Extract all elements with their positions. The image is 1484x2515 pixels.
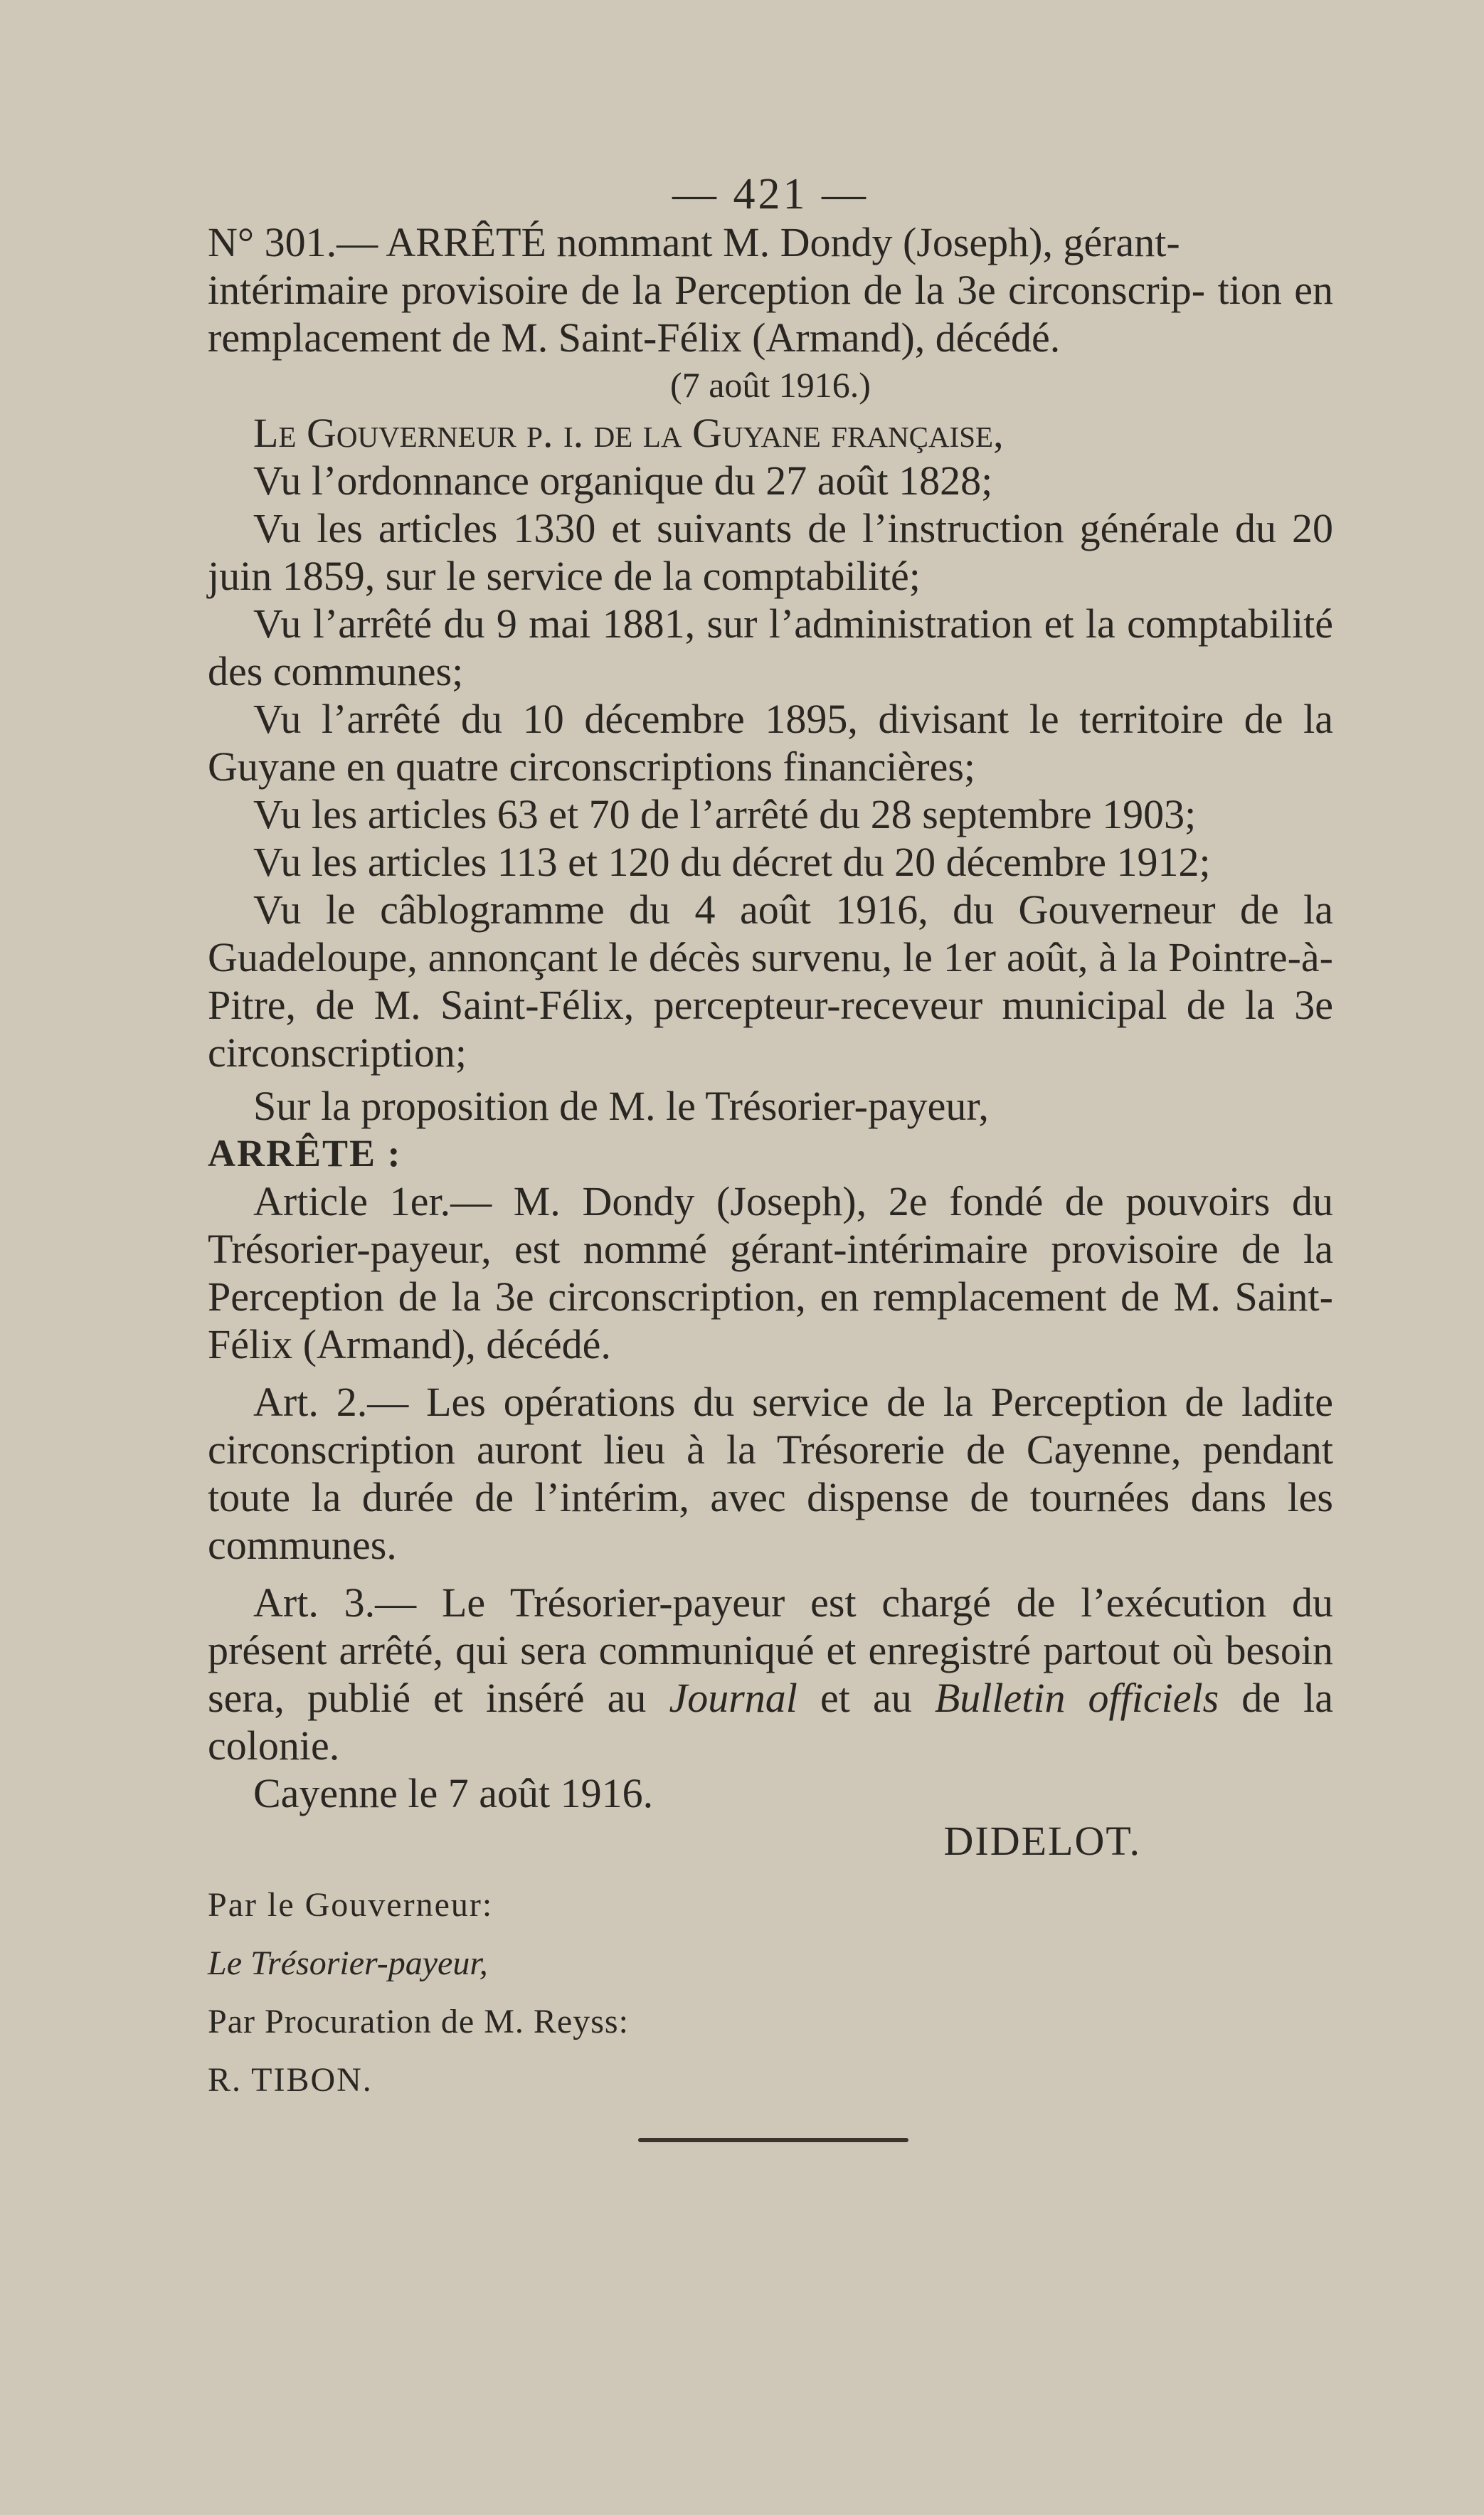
article-3 [208,1579,1333,1769]
vu-2: Vu les articles 1330 et suivants de l’instruction générale du 20 juin 1859, sur le service de la comptabilité; [208,505,1333,599]
place-date: Cayenne le 7 août 1916. [253,1770,654,1816]
document-body [208,171,1333,2142]
proposition-line: Sur la proposition de M. le Trésorier-payeur, [253,1083,989,1129]
vu-7: Vu le câblogramme du 4 août 1916, du Gouverneur de la Guadeloupe, annonçant le décès survenu, le 1er août, à la Pointre-à-Pitre, de M. Saint-Félix, percepteur-receveur municipal de la 3e circonscription; [208,886,1333,1076]
par-procuration: Par Procuration de M. Reyss: [208,2003,629,2040]
vu-6: Vu les articles 113 et 120 du décret du 20 décembre 1912; [253,839,1211,885]
decree-title-line-2: intérimaire provisoire de la Perception de la 3e circonscrip- [208,267,1206,313]
tresorier-payeur: Le Trésorier-payeur, [208,1944,488,1982]
article-2: Art. 2.— Les opérations du service de la Perception de ladite circonscription auront lieu à la Trésorerie de Cayenne, pendant toute la durée de l’intérim, avec dispense de tournées dans les communes. [208,1379,1333,1568]
article-3-bulletin: Bulletin officiels [934,1675,1219,1721]
governor-signature: DIDELOT. [943,1818,1141,1864]
article-3-journal: Journal [669,1675,797,1721]
countersignature-block [208,1876,1333,2109]
signatory-name: R. TIBON. [208,2061,373,2099]
decree-title-line-3: tion en remplacement de M. Saint-Félix (Armand), décédé. [208,267,1333,361]
decree-title-line-1: N° 301.— ARRÊTÉ nommant M. Dondy (Joseph), gérant- [208,219,1180,265]
governor-line: Le Gouverneur p. i. de la Guyane française, [253,410,1004,456]
vu-3: Vu l’arrêté du 9 mai 1881, sur l’administration et la comptabilité des communes; [208,600,1333,694]
article-1: Article 1er.— M. Dondy (Joseph), 2e fondé de pouvoirs du Trésorier-payeur, est nommé gérant-intérimaire provisoire de la Perception de la 3e circonscription, en remplacement de M. Saint-Félix (Armand), décédé. [208,1178,1333,1367]
decree-date: (7 août 1916.) [670,365,871,405]
par-le-gouverneur: Par le Gouverneur: [208,1886,494,1924]
vu-5: Vu les articles 63 et 70 de l’arrêté du 28 septembre 1903; [253,791,1197,837]
article-3-mid: et au [797,1675,935,1721]
arrete-heading: ARRÊTE : [208,1132,402,1175]
vu-4: Vu l’arrêté du 10 décembre 1895, divisant le territoire de la Guyane en quatre circonscriptions financières; [208,696,1333,790]
decree-title [208,218,1333,361]
vu-1: Vu l’ordonnance organique du 27 août 1828; [253,457,993,504]
article-3-start: Art. 3.— Le Trésorier-payeur est chargé de l’exécution du présent arrêté, qui sera communiqué et enregistré partout où besoin sera, publié et inséré au [208,1579,1333,1721]
article-3-end: de la colonie. [208,1675,1333,1769]
page-number: — 421 — [672,170,869,218]
end-rule [638,2138,908,2142]
